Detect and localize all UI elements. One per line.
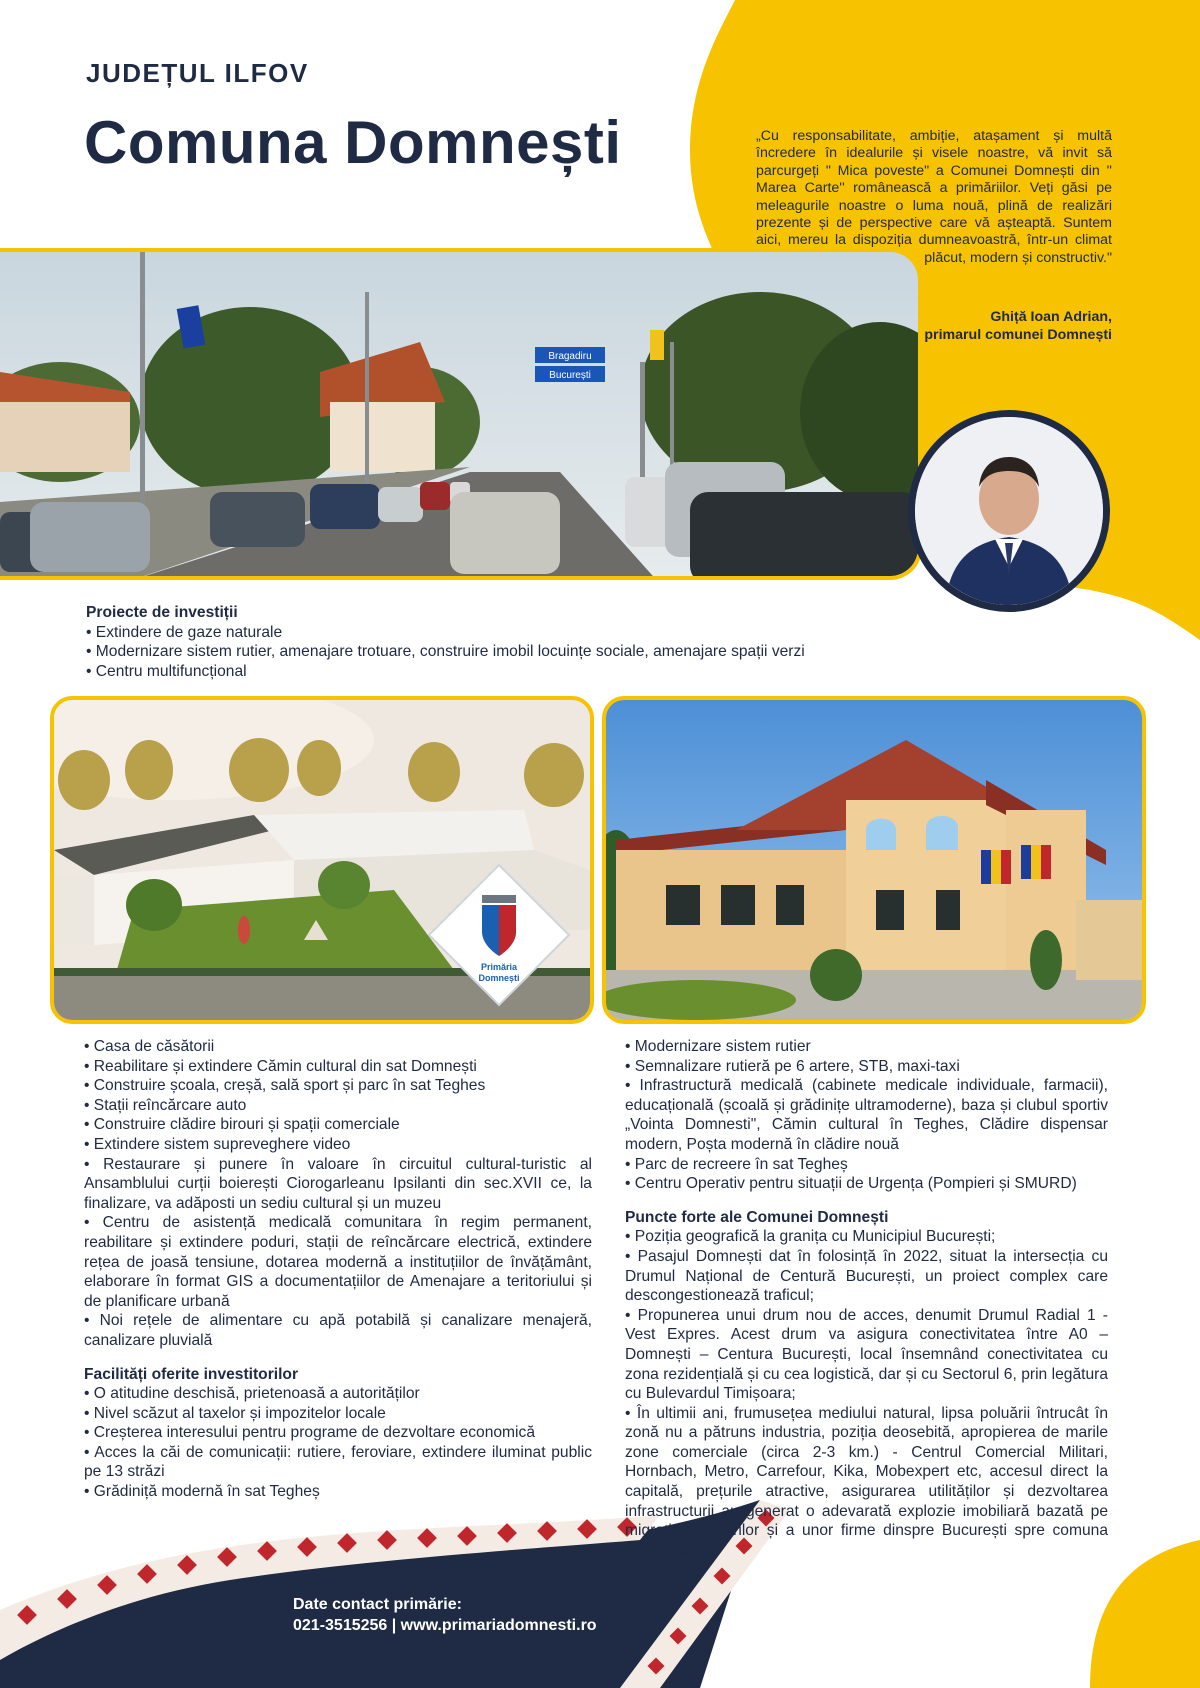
- list-item: • Reabilitare și extindere Cămin cultural din sat Domnești: [84, 1057, 477, 1075]
- list-item: • Creșterea interesului pentru programe de dezvoltare economică: [84, 1424, 535, 1442]
- investment-projects-title: Proiecte de investiții: [86, 604, 238, 621]
- list-item: • Construire școala, creșă, sală sport și parc în sat Teghes: [84, 1077, 486, 1095]
- street-sign-bragadiru: Bragadiru: [548, 351, 592, 362]
- list-item: • Propunerea unui drum nou de acces, denumit Drumul Radial 1 - Vest Expres. Acest drum va asigura conectivitatea între A0 – Domnești – Centura București, local însemnând conectivitatea cu zona rezidențială și cu cea logistică, dar și cu Sectorul 6, prin legătura cu Bulevardul Timișoara;: [625, 1306, 1108, 1403]
- multifunctional-center-rendering: [54, 700, 590, 1020]
- list-item: • În ultimii ani, frumusețea mediului natural, lipsa poluării întrucât în zonă nu a pătruns industria, poziția deosebită, apropierea de marile zone comerciale (circa 2-3 km.) - Centrul Comercial Militari, Hornbach, Metro, Carrefour, Kika, Mobexpert etc, accesul direct la capitală, prețurile atractive, asigurarea utilităților și dezvoltarea infrastructurii au generat o adevarată explozie imobiliară bazată pe migrația locuitorilor și a unor firme dinspre București spre comuna Domnești.: [625, 1404, 1108, 1559]
- mayor-avatar-illustration: [915, 417, 1103, 605]
- list-item: • Infrastructură medicală (cabinete medicale individuale, farmacii), educațională (școală și grădinițe ultramoderne), baza și clubul sportiv „Vointa Domnesti", Cămin cultural în Teghes, Clădire dispensar modern, Poșta modernă în clădire nouă: [625, 1077, 1108, 1153]
- logo-text-domnesti: Domnești: [478, 973, 520, 983]
- contact-block: [293, 1594, 597, 1636]
- mayor-portrait: [908, 410, 1110, 612]
- list-item: • Grădiniță modernă în sat Tegheș: [84, 1483, 320, 1501]
- list-item: • Modernizare sistem rutier, amenajare trotuare, construire imobil locuințe sociale, amenajare spații verzi: [86, 643, 805, 661]
- list-item: • Noi rețele de alimentare cu apă potabilă și canalizare menajeră, canalizare pluvială: [84, 1312, 592, 1349]
- street-photo: [0, 248, 922, 580]
- list-item: • Semnalizare rutieră pe 6 artere, STB, maxi-taxi: [625, 1057, 960, 1075]
- strengths-title: Puncte forte ale Comunei Domnești: [625, 1208, 889, 1226]
- list-item: • Extindere sistem supreveghere video: [84, 1135, 351, 1153]
- list-item: • Casa de căsătorii: [84, 1038, 215, 1055]
- list-item: • Centru de asistență medicală comunitara în regim permanent, reabilitare și extindere poduri, stații de reîncărcare electrică, extindere rețea de joasă tensiune, dotarea modernă a instituțiilor de învățământ, elaborare în format GIS a documentațiilor de Amenajare a teritoriului și de planificare urbană: [84, 1214, 592, 1310]
- list-item: • Pasajul Domnești dat în folosință în 2022, situat la intersecția cu Drumul Național de Centură București, un proiect complex care descongestionează traficul;: [625, 1247, 1108, 1305]
- commune-title: Comuna Domnești: [84, 109, 622, 176]
- contact-details[interactable]: 021-3515256 | www.primariadomnesti.ro: [293, 1617, 597, 1634]
- list-item: • Construire clădire birouri și spații comerciale: [84, 1116, 400, 1134]
- contact-label: Date contact primărie:: [293, 1596, 462, 1613]
- list-item: • Restaurare și punere în valoare în circuitul cultural-turistic al Ansamblului curții boierești Ciorogarleanu Ipsilanti din sec.XVII ce, la finalizare, va adăposti un sediu cultural și un muzeu: [84, 1155, 592, 1212]
- county-title: JUDEȚUL ILFOV: [86, 58, 309, 88]
- town-hall-illustration: [606, 700, 1142, 1020]
- town-hall-photo: [602, 696, 1146, 1024]
- list-item: • Poziția geografică la granița cu Municipiul București;: [625, 1228, 996, 1246]
- right-column: [625, 1037, 1108, 1560]
- list-item: • Stații reîncărcare auto: [84, 1096, 247, 1114]
- investment-projects-section: [86, 603, 1146, 681]
- mayor-title: primarul comunei Domnești: [924, 327, 1112, 343]
- list-item: • Nivel scăzut al taxelor și impozitelor locale: [84, 1404, 386, 1422]
- list-item: • Centru multifuncțional: [86, 662, 247, 680]
- investor-facilities-title: Facilități oferite investitorilor: [84, 1365, 299, 1383]
- mayor-quote: „Cu responsabilitate, ambiție, atașament și multă încredere în idealurile și visele noastre, vă invit să parcurgeți " Mica poveste" a Comunei Domnești din '' Marea Carte'' românească a primăriilor. Veți găsi pe meleagurile noastre o luma nouă, plină de realizări prezente și de perspective care vă așteaptă. Suntem aici, mereu la dispoziția dumneavoastră, într-un climat plăcut, modern și constructiv.": [756, 128, 1112, 266]
- street-sign-bucuresti: București: [549, 370, 591, 381]
- mayor-name: Ghiță Ioan Adrian,: [990, 309, 1112, 325]
- list-item: • Extindere de gaze naturale: [86, 623, 283, 641]
- list-item: • O atitudine deschisă, prietenoasă a autorităților: [84, 1385, 420, 1403]
- rendering-photo: [50, 696, 594, 1024]
- list-item: • Modernizare sistem rutier: [625, 1038, 811, 1055]
- list-item: • Parc de recreere în sat Tegheș: [625, 1155, 848, 1173]
- list-item: • Acces la căi de comunicații: rutiere, feroviare, extindere iluminat public pe 13 străzi: [84, 1443, 592, 1481]
- list-item: • Centru Operativ pentru situații de Urgența (Pompieri și SMURD): [625, 1175, 1077, 1193]
- left-column: [84, 1037, 592, 1502]
- street-scene-illustration: [0, 252, 922, 580]
- logo-text-primaria: Primăria: [480, 962, 518, 972]
